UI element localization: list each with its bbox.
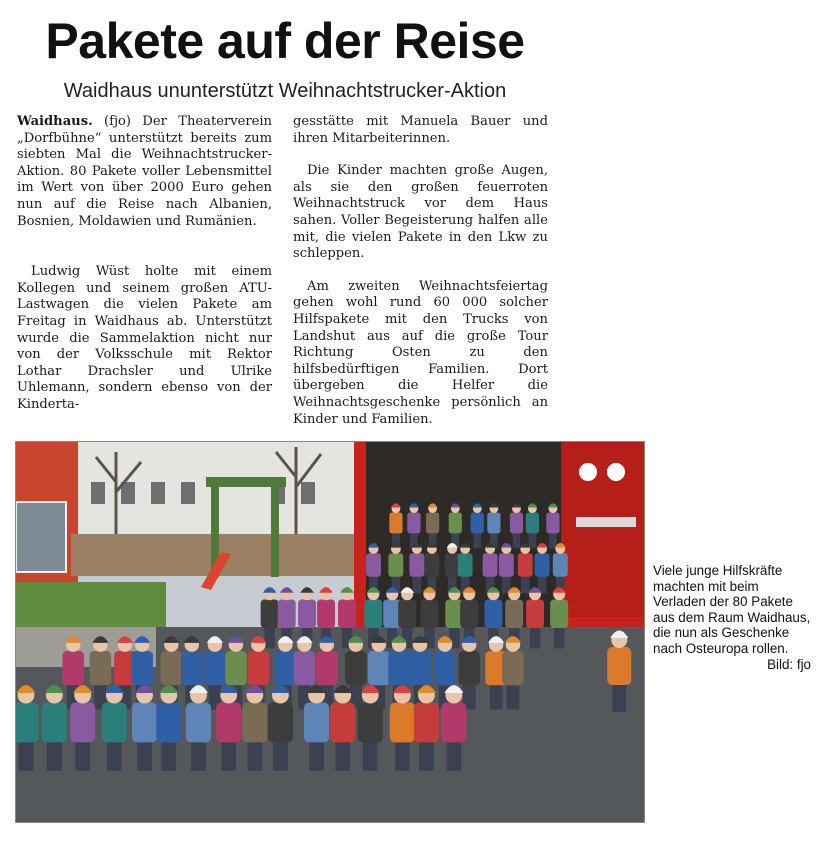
- article-column-2: [293, 114, 548, 428]
- caption-text: Viele junge Hilfskräfte machten mit beim Verladen der 80 Pakete aus dem Raum Waidhaus, die nun als Geschenke nach Osteuropa rollen.: [653, 563, 811, 656]
- photo-illustration: [16, 442, 644, 822]
- photo-credit: Bild: fjo: [767, 656, 811, 672]
- photo-caption: [653, 563, 811, 672]
- article-column-1: [17, 114, 272, 414]
- article-subheadline: Waidhaus ununterstützt Weihnachtstrucker-Aktion: [63, 80, 507, 102]
- dateline: Waidhaus.: [17, 114, 93, 129]
- article-headline: Pakete auf der Reise: [45, 13, 525, 69]
- news-photo: [15, 441, 645, 823]
- article-paragraph: [17, 114, 272, 230]
- article-paragraph: Ludwig Wüst holte mit einem Kollegen und seinem großen ATU-Lastwagen die vielen Pakete am Freitag in Waidhaus ab. Unterstützt wurde die Sammelaktion nicht nur von der Volksschule mit Rektor Lothar Drachsler und Ulrike Uhlemann, sondern ebenso von der Kinderta-: [17, 264, 272, 412]
- article-paragraph: Am zweiten Weihnachtsfeiertag gehen wohl rund 60 000 solcher Hilfspakete mit den Trucks von Landshut aus auf die große Tour Richtung Osten zu den hilfsbedürftigen Familien. Dort übergeben die Helfer die Weihnachtsgeschenke persönlich an Kinder und Familien.: [293, 278, 548, 427]
- article-paragraph: gesstätte mit Manuela Bauer und ihren Mitarbeiterinnen.: [293, 114, 548, 146]
- article-paragraph: Die Kinder machten große Augen, als sie den großen feuerroten Weihnachtstruck vor dem Haus sahen. Voller Begeisterung halfen alle mit, die vielen Pakete in den Lkw zu schleppen.: [293, 163, 548, 262]
- paragraph-text: (fjo) Der Theaterverein „Dorfbühne“ unterstützt bereits zum siebten Mal die Weihnachtstrucker-Aktion. 80 Pakete voller Lebensmittel im Wert von über 2000 Euro gehen nun auf die Reise nach Albanien, Bosnien, Moldawien und Rumänien.: [17, 114, 272, 229]
